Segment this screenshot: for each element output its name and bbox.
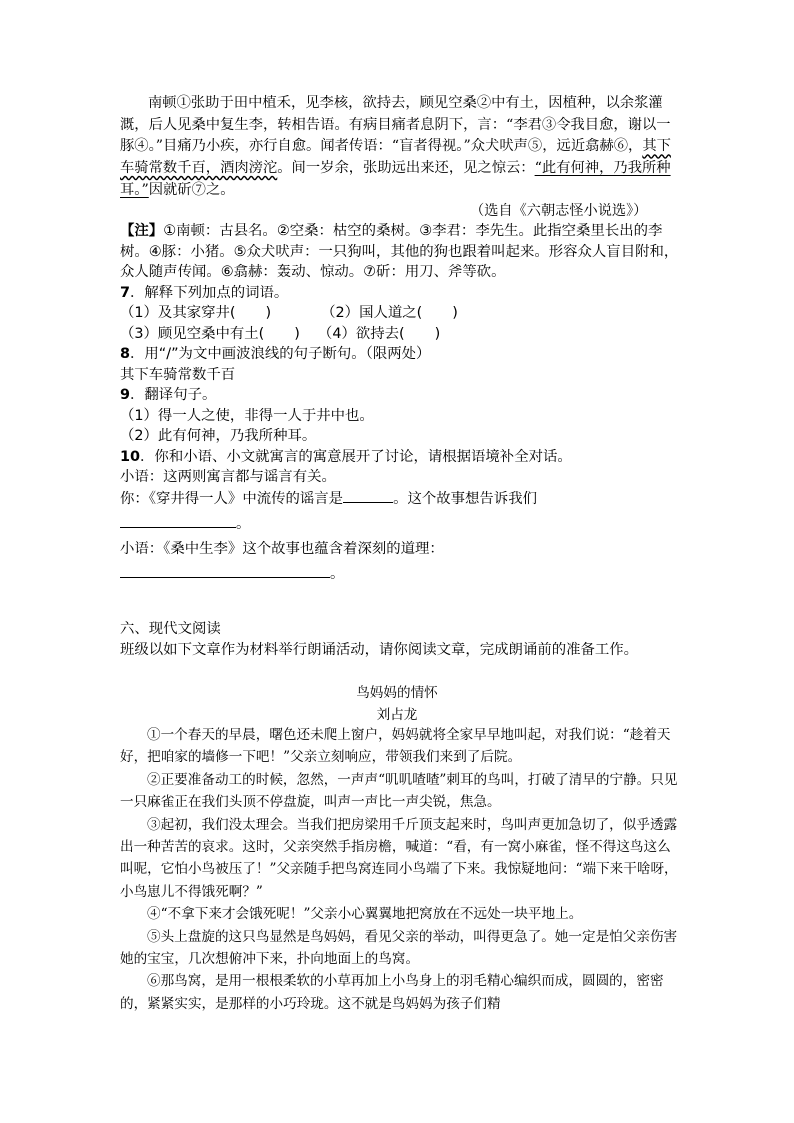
article-paragraph: ⑥那鸟窝，是用一根根柔软的小草再加上小鸟身上的羽毛精心编织而成，圆圆的，密密的，紧紧实实，是那样的小巧玲珑。这不就是鸟妈妈为孩子们精 [120,973,664,1012]
q7-item-4: （4）欲持去( [317,325,405,342]
article-author: 刘占龙 [376,707,418,723]
q7-item-2-close: ) [452,305,458,321]
answer-blank[interactable] [343,488,393,503]
article-paragraph: ⑤头上盘旋的这只鸟显然是鸟妈妈，看见父亲的举动，叫得更急了。她一定是怕父亲伤害她的宝宝，几次想俯冲下来，扑向地面上的鸟窝。 [120,928,678,968]
article-paragraph: ①一个春天的早晨，曙色还未爬上窗户，妈妈就将全家早早地叫起，对我们说：“趁着天好，把咱家的墙修一下吧！”父亲立刻响应，带领我们来到了后院。 [120,727,671,766]
annotation-notes [120,221,680,283]
passage-text-end: 因就斫⑦之。 [148,181,235,198]
dialogue-period: 。 [330,566,345,582]
notes-and-questions [120,221,680,585]
question-7 [120,283,680,304]
section-heading: 六、现代文阅读 [120,621,221,637]
article-paragraph: ④“不拿下来才会饿死呢！”父亲小心翼翼地把窝放在不远处一块平地上。 [147,906,583,923]
q7-item-2: （2）国人道之( [321,305,423,321]
section-6-header [120,619,680,660]
q8-sentence: 其下车骑常数千百 [120,366,236,383]
q7-item-1: （1）及其家穿井( [120,305,236,321]
question-text: ．翻译句子。 [130,387,217,403]
question-text: ．你和小语、小文就寓言的寓意展开了讨论，请根据语境补全对话。 [140,448,572,465]
question-number: 10 [120,448,141,465]
section-intro: 班级以如下文章作为材料举行朗诵活动，请你阅读文章，完成朗诵前的准备工作。 [120,641,639,658]
classical-passage [120,93,680,202]
article-title: 鸟妈妈的情怀 [356,685,438,701]
q10-dialogue-5 [120,563,680,585]
dialogue-text: 。这个故事想告诉我们 [393,490,537,507]
underlined-quote: “此有何神，乃我所种耳。” [120,160,671,198]
q9-item-1: （1）得一人之使，非得一人于井中也。 [120,407,374,424]
question-7-row-1 [120,303,680,324]
wavy-underlined-sentence: 其下车骑常数千百，酒肉滂沱 [120,138,671,177]
notes-text: ①南顿：古县名。②空桑：枯空的桑树。③李君：李先生。此指空桑里长出的李树。④豚：小猪。⑤众犬吠声：一只狗叫，其他的狗也跟着叫起来。形容众人盲目附和，众人随声传闻。⑥翕赫：轰动、惊动。⑦斫：用刀、斧等砍。 [120,223,679,280]
dialogue-text: 你：《穿井得一人》中流传的谣言是 [120,490,344,507]
dialogue-period: 。 [236,516,251,532]
question-number: 8 [120,346,131,362]
q10-dialogue-4: 小语：《桑中生李》这个故事也蕴含着深刻的道理： [120,540,444,557]
q9-item-2: （2）此有何神，乃我所种耳。 [120,428,317,444]
question-7-row-2 [120,324,680,345]
q10-dialogue-2 [120,488,680,510]
answer-blank[interactable] [120,513,236,528]
article-body [120,724,680,1015]
article-paragraph: ②正要准备动工的时候，忽然，一声声“叽叽喳喳”刺耳的鸟叫，打破了清早的宁静。只见一只麻雀正在我们头顶不停盘旋，叫声一声比一声尖锐，焦急。 [120,771,678,811]
q7-item-4-close: ) [434,325,441,342]
question-10 [120,447,680,468]
question-number: 9 [120,387,131,403]
q7-item-3-close: ) [294,325,300,342]
q7-item-3: （3）顾见空桑中有土( [120,325,265,342]
question-9 [120,385,680,406]
answer-blank[interactable] [120,563,330,578]
classical-paragraph [120,93,680,202]
question-8 [120,344,680,365]
question-text: ．解释下列加点的词语。 [130,284,289,301]
q10-dialogue-1: 小语：这两则寓言都与谣言有关。 [120,469,336,485]
question-number: 7 [120,284,131,301]
passage-text-continued: 。间一岁余，张助远出来还，见之惊云： [277,160,535,177]
notes-label: 【注】 [120,223,164,239]
q7-item-1-close: ) [265,305,272,321]
article-paragraph: ③起初，我们没太理会。当我们把房梁用千斤顶支起来时，鸟叫声更加急切了，似乎透露出一种苦苦的哀求。这时，父亲突然手指房檐，喊道：“看，有一窝小麻雀，怪不得这鸟这么叫呢，它怕小鸟被压了！”父亲随手把鸟窝连同小鸟端了下来。我惊疑地问：“端下来干啥呀，小鸟崽儿不得饿死啊？” [120,816,678,900]
q10-dialogue-3 [120,513,680,535]
passage-text: 南顿①张助于田中植禾，见李核，欲持去，顾见空桑②中有土，因植种，以余浆灌溉，后人见桑中复生李，转相告语。有病目痛者息阴下，言：“李君③令我目愈，谢以一豚④。”目痛乃小疾，亦行自愈。闻者传语：“盲者得视。”众犬吠声⑤，远近翕赫⑥， [120,95,671,155]
question-text: ．用“/”为文中画波浪线的句子断句。（限两处） [130,346,431,362]
passage-source: （选自《六朝志怪小说选》） [470,203,648,219]
